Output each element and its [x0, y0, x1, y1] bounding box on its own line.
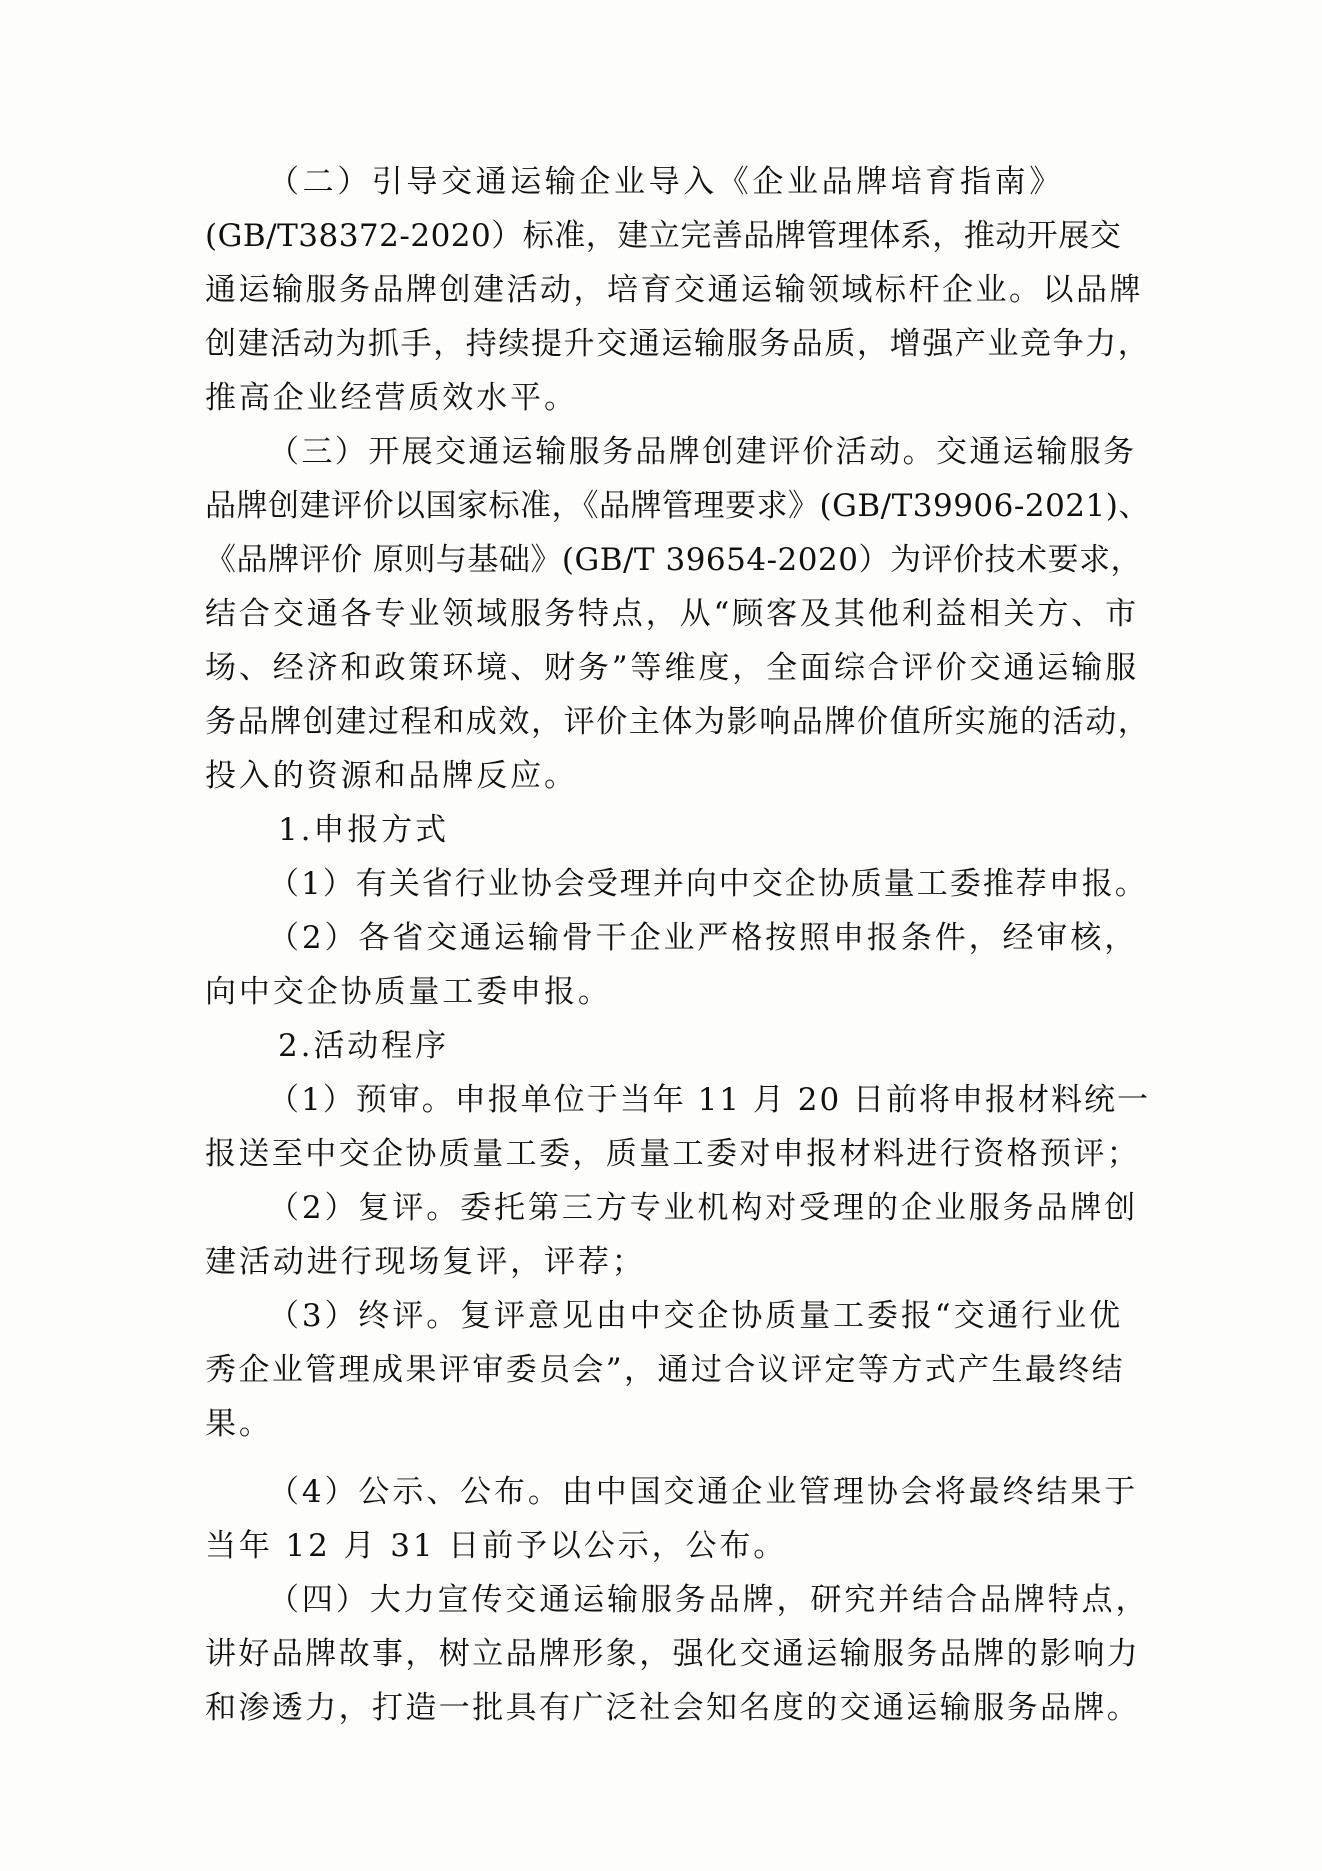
- paragraph-4-line-2: 讲好品牌故事，树立品牌形象，强化交通运输服务品牌的影响力: [205, 1636, 1141, 1672]
- procedure-item-2-line-2: 建活动进行现场复评，评荐；: [205, 1244, 646, 1280]
- paragraph-2-line-5: 推高企业经营质效水平。: [205, 380, 578, 416]
- procedure-item-3-line-3: 果。: [205, 1406, 273, 1442]
- paragraph-2-line-3: 通运输服务品牌创建活动，培育交通运输领域标杆企业。以品牌: [205, 272, 1143, 308]
- paragraph-4-line-1: （四）大力宣传交通运输服务品牌，研究并结合品牌特点，: [268, 1582, 1150, 1618]
- procedure-item-3-line-2: 秀企业管理成果评审委员会”，通过合议评定等方式产生最终结: [205, 1352, 1126, 1388]
- section-heading-activity-procedure: 2.活动程序: [278, 1028, 449, 1064]
- paragraph-3-line-1: （三）开展交通运输服务品牌创建评价活动。交通运输服务: [268, 434, 1137, 470]
- application-item-2-line-2: 向中交企协质量工委申报。: [205, 974, 612, 1010]
- procedure-item-1-line-1: （1）预审。申报单位于当年 11 月 20 日前将申报材料统一: [268, 1082, 1151, 1118]
- application-item-1: （1）有关省行业协会受理并向中交企协质量工委推荐申报。: [268, 866, 1148, 902]
- paragraph-2-line-2: (GB/T38372-2020）标准，建立完善品牌管理体系，推动开展交: [205, 218, 1122, 254]
- procedure-item-3-line-1: （3）终评。复评意见由中交企协质量工委报“交通行业优: [268, 1298, 1123, 1334]
- procedure-item-1-line-2: 报送至中交企协质量工委，质量工委对申报材料进行资格预评；: [205, 1136, 1141, 1172]
- paragraph-2-line-1: （二）引导交通运输企业导入《企业品牌培育指南》: [268, 164, 1064, 200]
- procedure-item-4-line-1: （4）公示、公布。由中国交通企业管理协会将最终结果于: [268, 1474, 1139, 1510]
- paragraph-3-line-7: 投入的资源和品牌反应。: [205, 758, 578, 794]
- application-item-2-line-1: （2）各省交通运输骨干企业严格按照申报条件，经审核，: [268, 920, 1139, 956]
- paragraph-2-line-4: 创建活动为抓手，持续提升交通运输服务品质，增强产业竞争力，: [205, 326, 1151, 362]
- paragraph-3-line-3: 《品牌评价 原则与基础》(GB/T 39654-2020）为评价技术要求，: [205, 542, 1142, 578]
- section-heading-application-method: 1.申报方式: [278, 812, 449, 848]
- paragraph-3-line-4: 结合交通各专业领域服务特点，从“顾客及其他利益相关方、市: [205, 596, 1140, 632]
- paragraph-3-line-5: 场、经济和政策环境、财务”等维度，全面综合评价交通运输服: [205, 650, 1140, 686]
- paragraph-3-line-6: 务品牌创建过程和成效，评价主体为影响品牌价值所实施的活动，: [205, 704, 1151, 740]
- paragraph-4-line-3: 和渗透力，打造一批具有广泛社会知名度的交通运输服务品牌。: [205, 1690, 1141, 1726]
- procedure-item-2-line-1: （2）复评。委托第三方专业机构对受理的企业服务品牌创: [268, 1190, 1139, 1226]
- procedure-item-4-line-2: 当年 12 月 31 日前予以公示，公布。: [205, 1528, 788, 1564]
- paragraph-3-line-2: 品牌创建评价以国家标准，《品牌管理要求》(GB/T39906-2021)、: [205, 488, 1150, 524]
